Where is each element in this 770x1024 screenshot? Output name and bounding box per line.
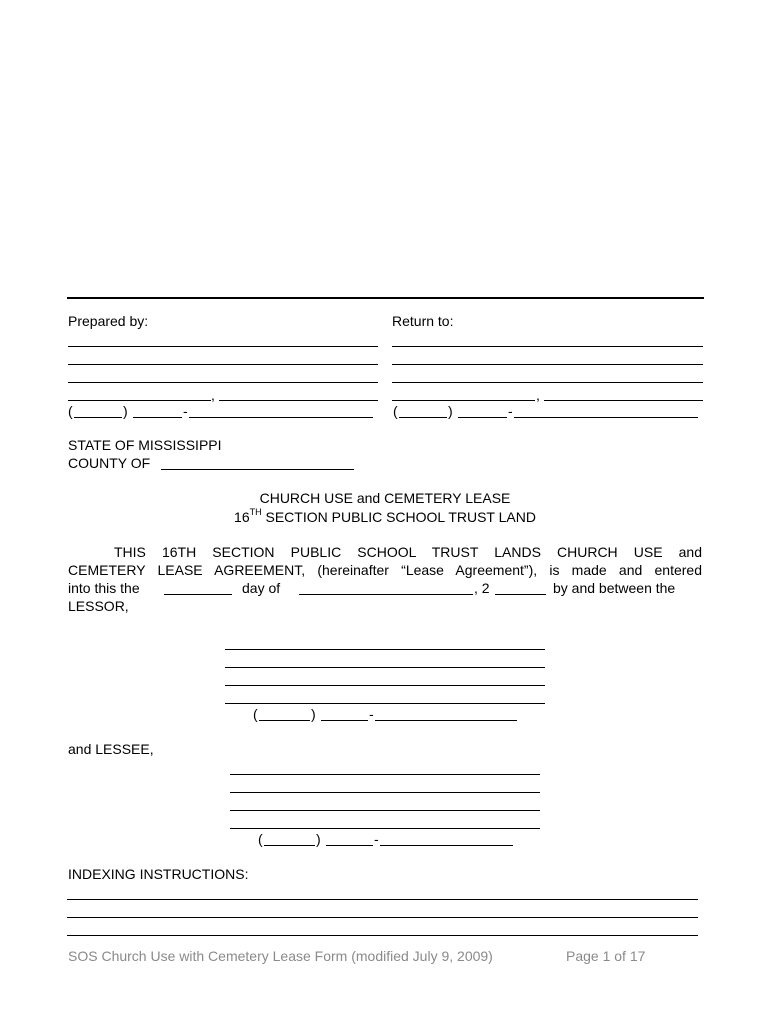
document-title: CHURCH USE and CEMETERY LEASE — [259, 490, 511, 506]
prepared-by-number-line[interactable] — [189, 417, 373, 418]
lessee-line-3[interactable] — [230, 810, 540, 811]
prepared-by-state-line[interactable] — [219, 400, 378, 401]
prepared-by-comma: , — [211, 387, 215, 403]
return-to-city-line[interactable] — [392, 400, 535, 401]
lessor-line-3[interactable] — [225, 685, 545, 686]
header-rule — [67, 297, 704, 299]
county-label: COUNTY OF — [68, 455, 151, 471]
lessee-phone-open: ( — [258, 831, 263, 847]
lessee-line-4[interactable] — [230, 828, 540, 829]
prepared-by-phone-open: ( — [68, 403, 73, 419]
lessor-number-line[interactable] — [375, 720, 517, 721]
lessor-line-2[interactable] — [225, 667, 545, 668]
county-line[interactable] — [161, 469, 354, 470]
indexing-line-3[interactable] — [67, 935, 698, 936]
return-to-line-2[interactable] — [392, 364, 703, 365]
lessee-label: and LESSEE, — [68, 741, 154, 757]
lessee-prefix-line[interactable] — [326, 845, 373, 846]
state-heading: STATE OF MISSISSIPPI — [68, 437, 222, 453]
indexing-line-1[interactable] — [67, 899, 698, 900]
document-subtitle — [135, 509, 635, 525]
return-to-state-line[interactable] — [544, 400, 703, 401]
subtitle-superscript: TH — [249, 507, 262, 518]
indexing-line-2[interactable] — [67, 917, 698, 918]
lessee-line-2[interactable] — [230, 792, 540, 793]
lessee-line-1[interactable] — [230, 774, 540, 775]
year-line[interactable] — [495, 594, 546, 595]
return-to-phone-open: ( — [393, 403, 398, 419]
prepared-by-label: Prepared by: — [68, 313, 149, 329]
lessor-phone-open: ( — [253, 706, 258, 722]
return-to-phone-close: ) — [448, 403, 453, 419]
body-line-1: THIS 16TH SECTION PUBLIC SCHOOL TRUST LANDS CHURCH USE and — [114, 544, 702, 560]
return-to-number-line[interactable] — [514, 417, 698, 418]
lessor-line-4[interactable] — [225, 703, 545, 704]
return-to-line-1[interactable] — [392, 346, 703, 347]
indexing-instructions-label: INDEXING INSTRUCTIONS: — [68, 866, 249, 882]
body-line-2: CEMETERY LEASE AGREEMENT, (hereinafter “Lease Agreement”), is made and entered — [68, 562, 702, 578]
prepared-by-prefix-line[interactable] — [133, 417, 182, 418]
footer-form-name: SOS Church Use with Cemetery Lease Form (modified July 9, 2009) — [68, 948, 493, 964]
lessor-line-1[interactable] — [225, 649, 545, 650]
subtitle-number: 16 — [234, 509, 250, 525]
prepared-by-phone-dash: - — [183, 403, 188, 419]
return-to-prefix-line[interactable] — [458, 417, 507, 418]
lessor-area-code-line[interactable] — [259, 720, 310, 721]
lessor-phone-dash: - — [369, 706, 374, 722]
body-line-3c: , 2 — [474, 580, 490, 596]
prepared-by-area-code-line[interactable] — [74, 417, 122, 418]
lessee-number-line[interactable] — [380, 845, 513, 846]
lessor-label: LESSOR, — [68, 598, 129, 614]
prepared-by-line-2[interactable] — [68, 364, 378, 365]
subtitle-text: SECTION PUBLIC SCHOOL TRUST LAND — [265, 509, 536, 525]
prepared-by-line-3[interactable] — [68, 382, 378, 383]
return-to-comma: , — [536, 387, 540, 403]
return-to-phone-dash: - — [508, 403, 513, 419]
month-line[interactable] — [299, 594, 473, 595]
footer-page-number: Page 1 of 17 — [566, 948, 646, 964]
lessee-phone-dash: - — [374, 831, 379, 847]
prepared-by-phone-close: ) — [123, 403, 128, 419]
lessee-area-code-line[interactable] — [264, 845, 315, 846]
return-to-line-3[interactable] — [392, 382, 703, 383]
return-to-area-code-line[interactable] — [399, 417, 447, 418]
body-line-3a: into this the — [68, 580, 140, 596]
prepared-by-line-1[interactable] — [68, 346, 378, 347]
lessee-phone-close: ) — [316, 831, 321, 847]
return-to-label: Return to: — [392, 313, 454, 329]
prepared-by-city-line[interactable] — [68, 400, 211, 401]
day-line[interactable] — [164, 594, 232, 595]
body-line-3d: by and between the — [553, 580, 676, 596]
body-line-3b: day of — [242, 580, 281, 596]
lessor-prefix-line[interactable] — [321, 720, 368, 721]
lessor-phone-close: ) — [311, 706, 316, 722]
